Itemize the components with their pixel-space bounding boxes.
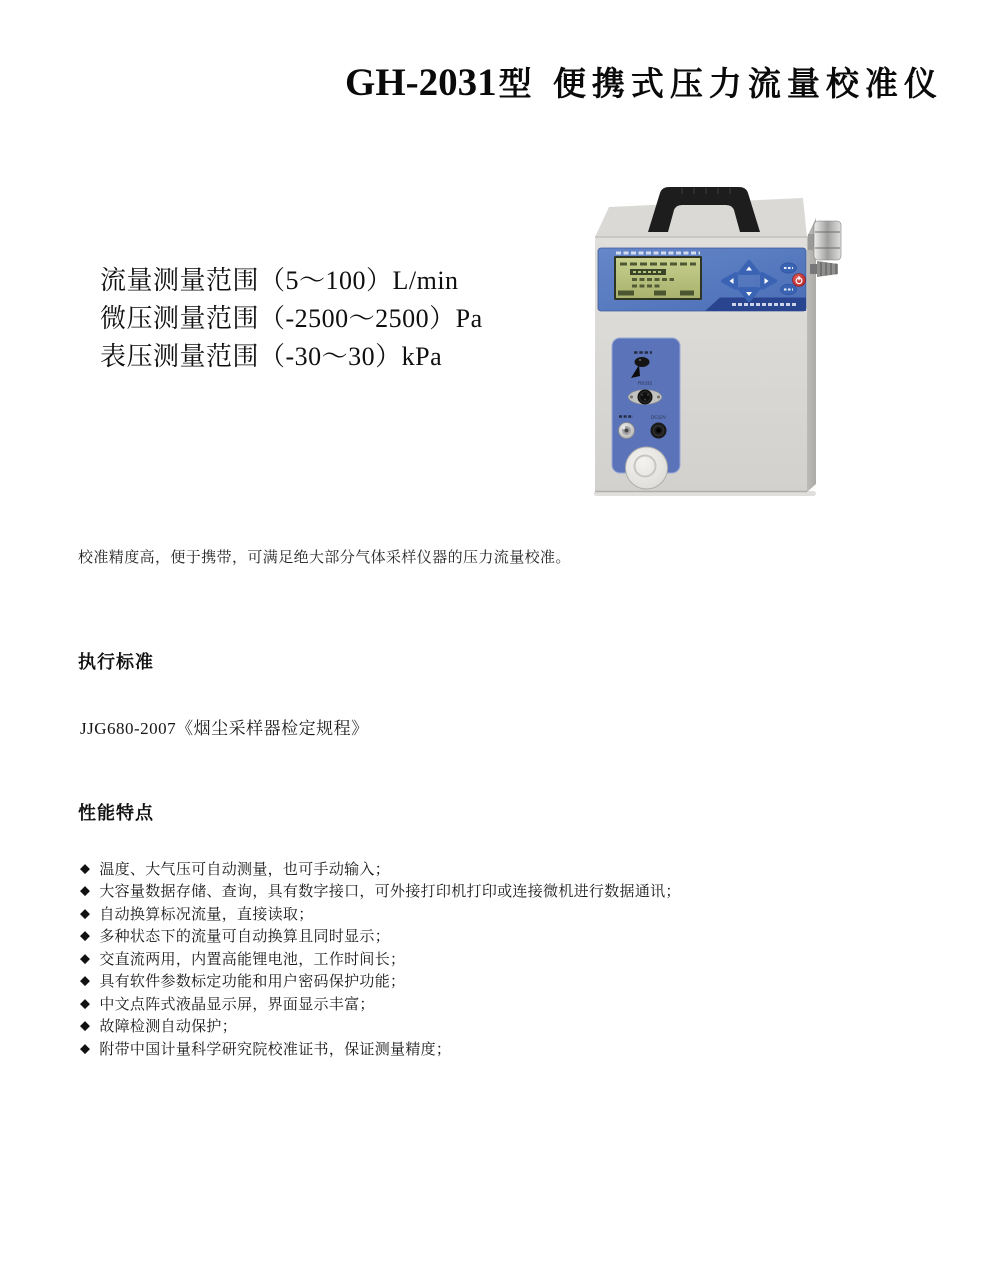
diamond-bullet-icon: ◆	[80, 995, 91, 1011]
feature-item	[80, 970, 681, 993]
panel-brand-strip	[705, 298, 806, 312]
flow-knob	[626, 447, 668, 489]
feature-item	[80, 880, 681, 903]
feature-item	[80, 902, 681, 925]
lcd-status-block	[680, 291, 694, 296]
feature-item	[80, 1037, 681, 1060]
barb-stem	[810, 264, 817, 274]
device-photo	[570, 160, 990, 510]
feature-text: 具有软件参数标定功能和用户密码保护功能；	[99, 973, 406, 991]
title-suffix: 型 便携式压力流量校准仪	[498, 65, 943, 102]
diamond-bullet-icon: ◆	[80, 927, 91, 943]
feature-item	[80, 947, 681, 970]
diamond-bullet-icon: ◆	[80, 860, 91, 876]
lcd-status-block	[618, 291, 634, 296]
feature-item	[80, 857, 681, 880]
diamond-bullet-icon: ◆	[80, 905, 91, 921]
feature-item	[80, 1015, 681, 1038]
fuse-holder	[619, 423, 635, 439]
diamond-bullet-icon: ◆	[80, 1017, 91, 1033]
measurement-ranges	[100, 262, 483, 376]
lcd-status-block	[654, 291, 666, 296]
device-side-face	[807, 218, 816, 492]
feature-text: 故障检测自动保护；	[99, 1018, 238, 1036]
feature-text: 交直流两用，内置高能锂电池，工作时间长；	[99, 950, 406, 968]
standards-item: JJG680-2007《烟尘采样器检定规程》	[80, 719, 369, 738]
lcd-display	[614, 256, 702, 300]
feature-text: 附带中国计量科学研究院校准证书，保证测量精度；	[99, 1040, 452, 1058]
diamond-bullet-icon: ◆	[80, 972, 91, 988]
diamond-bullet-icon: ◆	[80, 950, 91, 966]
diamond-bullet-icon: ◆	[80, 882, 91, 898]
hose-barb	[817, 261, 838, 277]
feature-text: 自动换算标况流量，直接读取；	[99, 905, 314, 923]
page-title	[345, 58, 943, 105]
feature-item	[80, 992, 681, 1015]
dc12v-label: DC12V	[651, 414, 666, 420]
rs232-connector	[628, 390, 662, 405]
feature-text: 中文点阵式液晶显示屏，界面显示丰富；	[99, 995, 375, 1013]
spec-line-micro-pressure: 微压测量范围（-2500～2500）Pa	[100, 304, 483, 333]
spec-line-gauge-pressure: 表压测量范围（-30～30）kPa	[100, 342, 443, 371]
calibrator-illustration	[570, 160, 990, 510]
feature-text: 大容量数据存储、查询，具有数字接口，可外接打印机打印或连接微机进行数据通讯；	[99, 883, 681, 901]
features-list	[80, 857, 681, 1060]
features-heading: 性能特点	[78, 803, 154, 823]
spec-line-flow: 流量测量范围（5～100）L/min	[100, 266, 459, 295]
feature-text: 温度、大气压可自动测量，也可手动输入；	[99, 860, 391, 878]
diamond-bullet-icon: ◆	[80, 1040, 91, 1056]
control-panel	[598, 248, 806, 311]
filter-cylinder	[814, 221, 841, 260]
connector-panel	[612, 338, 680, 489]
intro-text: 校准精度高，便于携带，可满足绝大部分气体采样仪器的压力流量校准。	[78, 549, 571, 566]
dc-power-jack	[651, 423, 667, 439]
feature-text: 多种状态下的流量可自动换算且同时显示；	[99, 928, 391, 946]
standards-heading: 执行标准	[78, 652, 154, 672]
title-model: GH-2031	[345, 61, 497, 104]
rs232-label: RS232	[637, 380, 653, 386]
feature-item	[80, 925, 681, 948]
